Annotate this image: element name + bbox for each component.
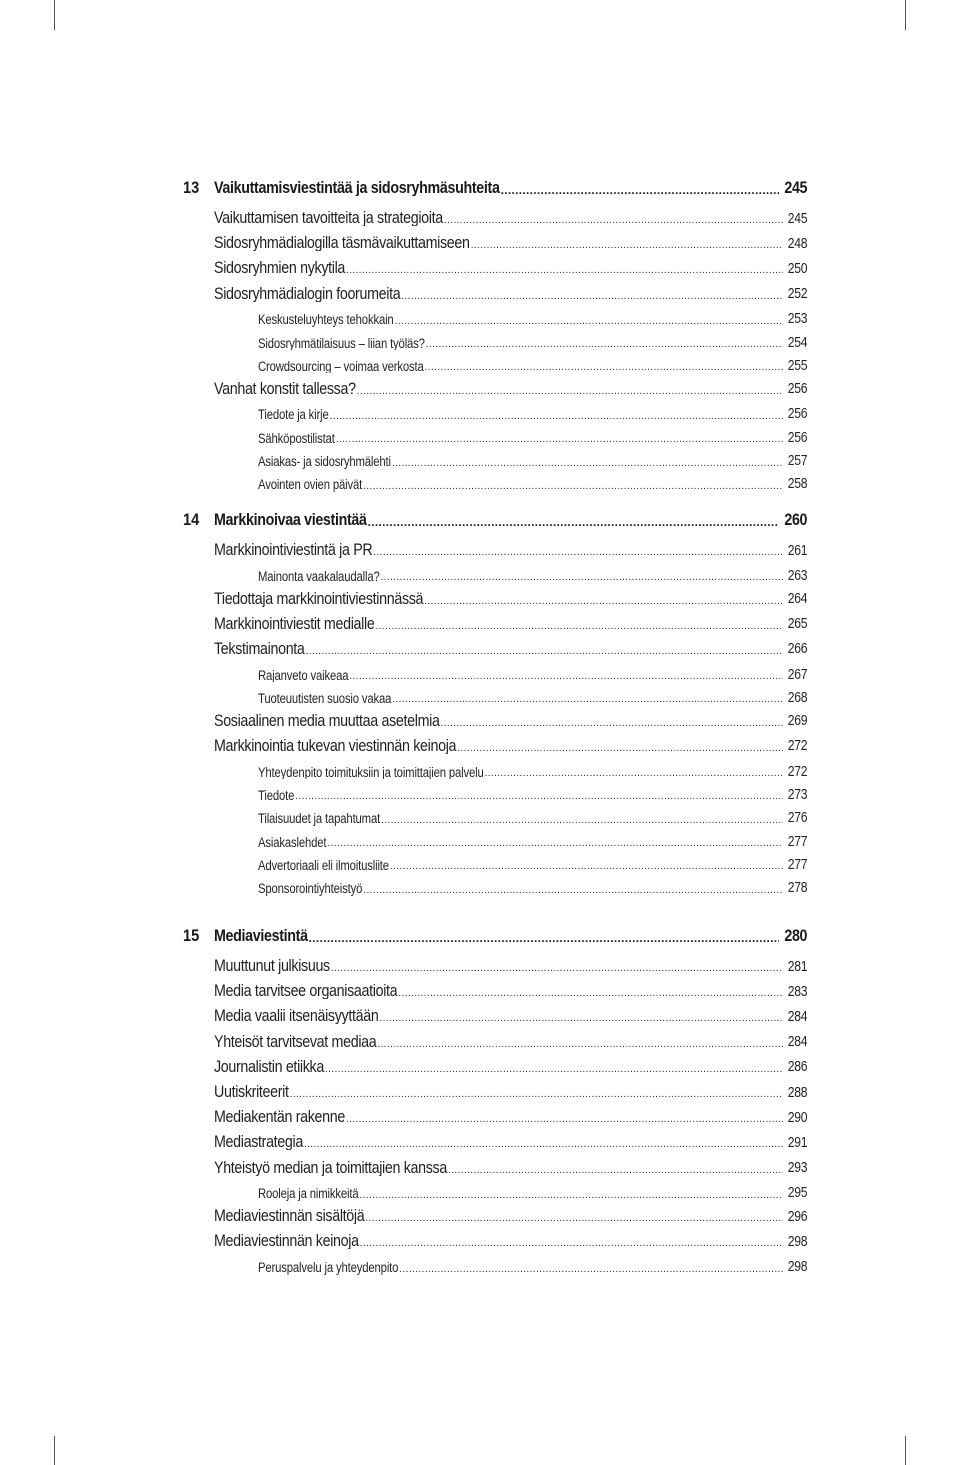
entry-title: Mainonta vaakalaudalla? xyxy=(258,568,380,584)
toc-entry xyxy=(214,511,807,528)
section-entry[interactable] xyxy=(0,1074,960,1100)
entry-title: Mediaviestintä xyxy=(214,927,308,944)
page-number: 258 xyxy=(787,477,807,492)
page-number: 298 xyxy=(787,1260,807,1275)
subsection-entry[interactable] xyxy=(0,776,960,802)
section-entry[interactable] xyxy=(0,1099,960,1125)
page-number: 298 xyxy=(787,1233,807,1250)
page-number: 268 xyxy=(787,690,807,706)
toc-entry xyxy=(258,477,807,492)
dot-leader xyxy=(363,886,782,896)
subsection-entry[interactable] xyxy=(0,396,960,422)
page-number: 288 xyxy=(787,1084,807,1100)
toc-entry xyxy=(214,982,807,999)
toc-entry xyxy=(214,285,807,302)
section-entry[interactable] xyxy=(0,225,960,251)
toc-entry xyxy=(214,927,807,944)
chapter-heading-13[interactable] xyxy=(0,170,960,196)
page-number: 277 xyxy=(787,857,807,873)
toc-entry xyxy=(214,737,807,754)
entry-title: Mediaviestinnän sisältöjä xyxy=(214,1207,365,1225)
section-entry[interactable] xyxy=(0,532,960,558)
entry-title: Tekstimainonta xyxy=(214,639,305,657)
page-number: 277 xyxy=(787,834,807,849)
entry-title: Sidosryhmädialogilla täsmävaikuttamiseen xyxy=(214,234,470,252)
section-entry[interactable] xyxy=(0,728,960,754)
subsection-entry[interactable] xyxy=(0,466,960,492)
page-number: 273 xyxy=(787,787,807,803)
section-entry[interactable] xyxy=(0,1024,960,1050)
toc-entry xyxy=(214,1033,807,1050)
toc-entry xyxy=(214,640,807,657)
entry-title: Advertoriaali eli ilmoitusliite xyxy=(258,857,389,873)
chapter-number: 15 xyxy=(183,926,200,945)
toc-entry xyxy=(214,1007,807,1024)
chapter-heading-15[interactable] xyxy=(0,918,960,944)
page-number: 269 xyxy=(787,713,807,729)
toc-entry xyxy=(214,1058,807,1075)
section-entry[interactable] xyxy=(0,1124,960,1150)
entry-title: Keskusteluyhteys tehokkain xyxy=(258,312,394,327)
entry-title: Mediaviestinnän keinoja xyxy=(214,1232,359,1250)
page-number: 255 xyxy=(787,358,807,374)
toc-entry xyxy=(214,380,807,397)
subsection-entry[interactable] xyxy=(0,1249,960,1275)
section-entry[interactable] xyxy=(0,631,960,657)
toc-entry xyxy=(214,259,807,276)
section-entry[interactable] xyxy=(0,703,960,729)
toc-entry xyxy=(258,881,807,896)
section-entry[interactable] xyxy=(0,200,960,226)
entry-title: Tiedottaja markkinointiviestinnässä xyxy=(214,589,424,607)
toc-entry xyxy=(214,541,807,558)
page-number: 295 xyxy=(787,1186,807,1201)
entry-title: Media tarvitsee organisaatioita xyxy=(214,982,398,1000)
page-number: 272 xyxy=(787,738,807,754)
page-number: 272 xyxy=(787,764,807,780)
entry-title: Tiedote ja kirje xyxy=(258,407,329,422)
chapter-number: 14 xyxy=(183,510,200,529)
section-entry[interactable] xyxy=(0,1049,960,1075)
entry-title: Asiakas- ja sidosryhmälehti xyxy=(258,454,391,469)
page-number: 252 xyxy=(787,286,807,302)
entry-title: Media vaalii itsenäisyyttään xyxy=(214,1007,379,1025)
toc-entry xyxy=(214,1232,807,1249)
toc-entry xyxy=(214,179,807,196)
page-number: 265 xyxy=(787,616,807,632)
subsection-entry[interactable] xyxy=(0,800,960,826)
section-entry[interactable] xyxy=(0,1223,960,1249)
page-number: 256 xyxy=(787,430,807,446)
page-number: 290 xyxy=(787,1109,807,1126)
entry-title: Asiakaslehdet xyxy=(258,834,327,849)
entry-title: Tiedote xyxy=(258,787,295,803)
page-number: 245 xyxy=(787,210,807,226)
subsection-entry[interactable] xyxy=(0,823,960,849)
subsection-entry[interactable] xyxy=(0,557,960,583)
toc-entry xyxy=(214,209,807,226)
chapter-number: 13 xyxy=(183,178,200,197)
page-number: 245 xyxy=(784,179,807,196)
dot-leader xyxy=(368,516,779,528)
dot-leader xyxy=(309,932,779,944)
entry-title: Vaikuttamisen tavoitteita ja strategioita xyxy=(214,209,443,226)
subsection-entry[interactable] xyxy=(0,870,960,896)
section-entry[interactable] xyxy=(0,1198,960,1224)
section-entry[interactable] xyxy=(0,276,960,302)
entry-title: Sähköpostilistat xyxy=(258,430,335,446)
subsection-entry[interactable] xyxy=(0,419,960,445)
page-number: 264 xyxy=(787,591,807,607)
entry-title: Markkinointiviestintä ja PR xyxy=(214,541,373,558)
page-number: 248 xyxy=(787,235,807,252)
page-number: 281 xyxy=(787,958,807,974)
subsection-entry[interactable] xyxy=(0,301,960,327)
toc-entry xyxy=(258,1260,807,1275)
entry-title: Avointen ovien päivät xyxy=(258,477,363,492)
subsection-entry[interactable] xyxy=(0,347,960,373)
dot-leader xyxy=(501,184,779,196)
entry-title: Peruspalvelu ja yhteydenpito xyxy=(258,1260,399,1275)
entry-title: Yhteydenpito toimituksiin ja toimittajien palvelu xyxy=(258,764,484,780)
entry-title: Vanhat konstit tallessa? xyxy=(214,379,356,397)
page-number: 296 xyxy=(787,1208,807,1225)
page-number: 254 xyxy=(787,335,807,351)
toc-entry xyxy=(214,1083,807,1100)
section-entry[interactable] xyxy=(0,948,960,974)
toc-entry xyxy=(214,615,807,632)
page-number: 250 xyxy=(787,260,807,277)
subsection-entry[interactable] xyxy=(0,846,960,872)
entry-title: Mediakentän rakenne xyxy=(214,1108,345,1126)
page-number: 283 xyxy=(787,983,807,1000)
page-number: 256 xyxy=(787,407,807,422)
toc-entry xyxy=(214,1133,807,1150)
subsection-entry[interactable] xyxy=(0,753,960,779)
subsection-entry[interactable] xyxy=(0,656,960,682)
entry-title: Mediastrategia xyxy=(214,1133,303,1151)
page-number: 278 xyxy=(787,881,807,896)
page-number: 291 xyxy=(787,1134,807,1151)
subsection-entry[interactable] xyxy=(0,679,960,705)
entry-title: Markkinointia tukevan viestinnän keinoja xyxy=(214,736,457,754)
subsection-entry[interactable] xyxy=(0,1175,960,1201)
chapter-heading-14[interactable] xyxy=(0,502,960,528)
entry-title: Tilaisuudet ja tapahtumat xyxy=(258,811,381,826)
entry-title: Muuttunut julkisuus xyxy=(214,957,330,974)
entry-title: Sidosryhmien nykytila xyxy=(214,259,346,277)
page-number: 257 xyxy=(787,454,807,469)
section-entry[interactable] xyxy=(0,998,960,1024)
entry-title: Yhteistyö median ja toimittajien kanssa xyxy=(214,1158,447,1176)
section-entry[interactable] xyxy=(0,581,960,607)
entry-title: Crowdsourcing – voimaa verkosta xyxy=(258,358,424,374)
toc-entry xyxy=(214,234,807,251)
section-entry[interactable] xyxy=(0,250,960,276)
page-number: 260 xyxy=(784,511,807,528)
entry-title: Rooleja ja nimikkeitä xyxy=(258,1186,359,1201)
toc-entry xyxy=(214,590,807,607)
section-entry[interactable] xyxy=(0,973,960,999)
entry-title: Markkinoivaa viestintää xyxy=(214,511,367,528)
entry-title: Sidosryhmätilaisuus – liian työläs? xyxy=(258,335,425,351)
dot-leader xyxy=(399,1265,782,1275)
page-number: 256 xyxy=(787,381,807,397)
section-entry[interactable] xyxy=(0,371,960,397)
entry-title: Sosiaalinen media muuttaa asetelmia xyxy=(214,711,440,729)
entry-title: Sponsorointiyhteistyö xyxy=(258,881,363,896)
page-number: 284 xyxy=(787,1034,807,1050)
entry-title: Tuoteuutisten suosio vakaa xyxy=(258,690,392,706)
page-number: 267 xyxy=(787,667,807,683)
toc-entry xyxy=(214,1207,807,1224)
page-number: 284 xyxy=(787,1008,807,1025)
entry-title: Markkinointiviestit medialle xyxy=(214,614,375,632)
entry-title: Uutiskriteerit xyxy=(214,1083,289,1100)
dot-leader xyxy=(363,482,783,492)
page-number: 266 xyxy=(787,641,807,657)
toc-entry xyxy=(214,712,807,729)
entry-title: Yhteisöt tarvitsevat mediaa xyxy=(214,1032,377,1050)
toc-entry xyxy=(214,957,807,974)
entry-title: Rajanveto vaikeaa xyxy=(258,667,349,683)
page-number: 261 xyxy=(787,542,807,558)
section-entry[interactable] xyxy=(0,1150,960,1176)
subsection-entry[interactable] xyxy=(0,324,960,350)
entry-title: Vaikuttamisviestintää ja sidosryhmäsuhteita xyxy=(214,179,500,196)
toc-entry xyxy=(214,1159,807,1176)
page-number: 286 xyxy=(787,1059,807,1075)
page-number: 253 xyxy=(787,312,807,327)
subsection-entry[interactable] xyxy=(0,443,960,469)
page-number: 280 xyxy=(784,927,807,944)
section-entry[interactable] xyxy=(0,606,960,632)
page-number: 263 xyxy=(787,568,807,584)
toc-entry xyxy=(214,1108,807,1125)
page-number: 293 xyxy=(787,1160,807,1176)
page-number: 276 xyxy=(787,811,807,826)
entry-title: Sidosryhmädialogin foorumeita xyxy=(214,284,401,302)
entry-title: Journalistin etiikka xyxy=(214,1057,324,1075)
